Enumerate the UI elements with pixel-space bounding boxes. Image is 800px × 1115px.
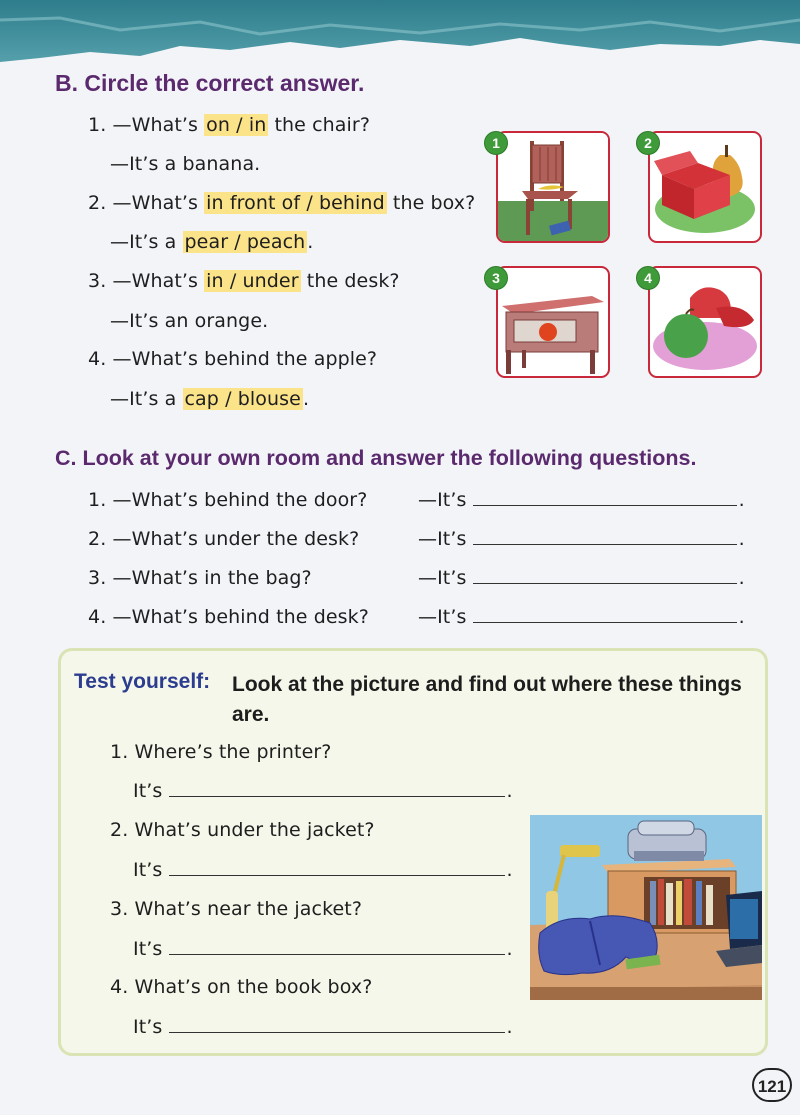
answer-text: —It’s an orange.: [110, 310, 269, 332]
answer-end: .: [506, 938, 513, 960]
question-text-end: the chair?: [268, 114, 371, 136]
answer-options[interactable]: in front of / behind: [206, 192, 385, 214]
answer-text: —It’s a: [110, 388, 183, 410]
answer-blank[interactable]: [473, 530, 737, 545]
test-yourself-instruction: Look at the picture and find out where these things are.: [232, 673, 742, 726]
room-scene-image: [530, 815, 762, 1000]
answer-end: .: [738, 567, 745, 589]
test-answer-1: [133, 780, 513, 802]
question-text: —What’s in the bag?: [112, 567, 312, 589]
answer-prefix: —It’s: [418, 606, 467, 628]
answer-options[interactable]: in / under: [206, 270, 299, 292]
answer-blank[interactable]: [473, 491, 737, 506]
test-answer-3: [133, 938, 513, 960]
c-answer-3: [418, 567, 745, 589]
item-number: 1.: [88, 114, 107, 136]
item-number: 3.: [88, 270, 107, 292]
picture-banana-on-chair: [496, 131, 610, 243]
answer-options[interactable]: cap / blouse: [184, 388, 301, 410]
test-question-3: 3. What’s near the jacket?: [110, 898, 363, 920]
answer-blank[interactable]: [169, 861, 505, 876]
test-answer-2: [133, 859, 513, 881]
c-item-4: [88, 606, 369, 628]
answer-prefix: —It’s: [418, 489, 467, 511]
item-number: 2.: [88, 192, 107, 214]
answer-blank[interactable]: [473, 569, 737, 584]
answer-prefix: —It’s: [418, 528, 467, 550]
b-answer-1: [110, 153, 260, 175]
c-answer-1: [418, 489, 745, 511]
answer-text-end: .: [302, 388, 310, 410]
b-answer-2: [110, 231, 313, 253]
answer-prefix: It’s: [133, 780, 163, 802]
question-text: —What’s: [112, 270, 205, 292]
picture-cap-behind-apple: [648, 266, 762, 378]
answer-blank[interactable]: [169, 782, 505, 797]
picture-orange-in-desk: [496, 266, 610, 378]
b-question-1: [88, 114, 370, 136]
section-c-heading: C. Look at your own room and answer the following questions.: [55, 446, 697, 470]
b-question-3: [88, 270, 400, 292]
top-banner-image: [0, 0, 800, 80]
answer-prefix: It’s: [133, 859, 163, 881]
item-number: 2.: [88, 528, 107, 550]
test-yourself-label: Test yourself:: [74, 670, 211, 693]
test-question-2: 2. What’s under the jacket?: [110, 819, 375, 841]
answer-end: .: [738, 489, 745, 511]
picture-number-badge: 4: [636, 266, 660, 290]
test-answer-4: [133, 1016, 513, 1038]
answer-prefix: It’s: [133, 938, 163, 960]
c-answer-2: [418, 528, 745, 550]
item-number: 1.: [88, 489, 107, 511]
picture-number-badge: 1: [484, 131, 508, 155]
question-text-end: the box?: [386, 192, 476, 214]
answer-end: .: [506, 1016, 513, 1038]
answer-options[interactable]: on / in: [206, 114, 267, 136]
question-text: —What’s behind the desk?: [112, 606, 369, 628]
item-number: 3.: [88, 567, 107, 589]
question-text-end: the desk?: [300, 270, 400, 292]
answer-end: .: [506, 859, 513, 881]
answer-text-end: .: [307, 231, 314, 253]
c-item-1: [88, 489, 367, 511]
b-answer-4: [110, 388, 309, 410]
item-number: 4.: [88, 348, 107, 370]
answer-end: .: [738, 528, 745, 550]
answer-blank[interactable]: [473, 608, 737, 623]
answer-end: .: [738, 606, 745, 628]
question-text: —What’s: [112, 114, 205, 136]
test-question-4: 4. What’s on the book box?: [110, 976, 373, 998]
answer-end: .: [506, 780, 513, 802]
answer-blank[interactable]: [169, 1018, 505, 1033]
c-answer-4: [418, 606, 745, 628]
picture-pear-behind-box: [648, 131, 762, 243]
section-b-heading: B. Circle the correct answer.: [55, 70, 365, 96]
item-number: 4.: [88, 606, 107, 628]
question-text: —What’s under the desk?: [112, 528, 360, 550]
b-answer-3: [110, 310, 268, 332]
answer-text: —It’s a: [110, 231, 183, 253]
test-question-1: 1. Where’s the printer?: [110, 741, 332, 763]
answer-prefix: It’s: [133, 1016, 163, 1038]
page-number: 121: [752, 1068, 792, 1102]
answer-text: —It’s a banana.: [110, 153, 261, 175]
c-item-2: [88, 528, 359, 550]
picture-number-badge: 2: [636, 131, 660, 155]
answer-prefix: —It’s: [418, 567, 467, 589]
b-question-4: [88, 348, 377, 370]
question-text: —What’s behind the apple?: [112, 348, 378, 370]
answer-options[interactable]: pear / peach: [184, 231, 306, 253]
question-text: —What’s: [112, 192, 205, 214]
c-item-3: [88, 567, 312, 589]
answer-blank[interactable]: [169, 940, 505, 955]
b-question-2: [88, 192, 475, 214]
question-text: —What’s behind the door?: [112, 489, 368, 511]
picture-number-badge: 3: [484, 266, 508, 290]
